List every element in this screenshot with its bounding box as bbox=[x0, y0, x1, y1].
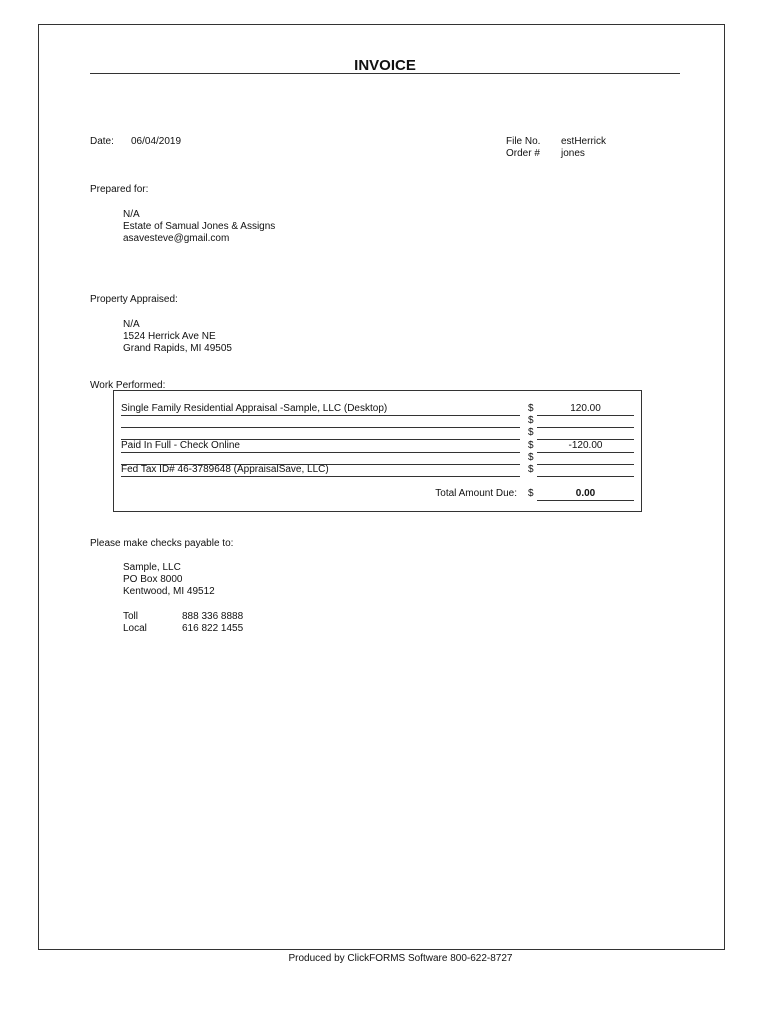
work-row-amount bbox=[537, 464, 634, 477]
file-no-label: File No. bbox=[506, 136, 541, 147]
total-amount-label: Total Amount Due: bbox=[435, 488, 517, 499]
property-line: 1524 Herrick Ave NE bbox=[123, 331, 216, 342]
date-label: Date: bbox=[90, 136, 114, 147]
local-phone: 616 822 1455 bbox=[182, 623, 244, 634]
property-line: Grand Rapids, MI 49505 bbox=[123, 343, 232, 354]
work-performed-label: Work Performed: bbox=[90, 380, 166, 391]
currency-symbol: $ bbox=[528, 403, 534, 414]
work-row-description: Single Family Residential Appraisal -Sample, LLC (Desktop) bbox=[121, 403, 520, 416]
prepared-for-line: N/A bbox=[123, 209, 140, 220]
order-label: Order # bbox=[506, 148, 540, 159]
prepared-for-email: asavesteve@gmail.com bbox=[123, 233, 230, 244]
prepared-for-block bbox=[123, 209, 275, 245]
invoice-title: INVOICE bbox=[354, 57, 416, 74]
payable-line: Sample, LLC bbox=[123, 562, 181, 573]
payable-line: PO Box 8000 bbox=[123, 574, 183, 585]
payable-line: Kentwood, MI 49512 bbox=[123, 586, 215, 597]
toll-phone: 888 336 8888 bbox=[182, 611, 244, 622]
currency-symbol: $ bbox=[528, 440, 534, 451]
currency-symbol: $ bbox=[528, 452, 534, 463]
total-amount-value: 0.00 bbox=[537, 488, 634, 501]
work-row-amount bbox=[537, 427, 634, 440]
work-row-amount: -120.00 bbox=[537, 440, 634, 453]
currency-symbol: $ bbox=[528, 415, 534, 426]
title-rule bbox=[90, 73, 680, 74]
currency-symbol: $ bbox=[528, 427, 534, 438]
work-row-description: Fed Tax ID# 46-3789648 (AppraisalSave, LLC) bbox=[121, 464, 520, 477]
work-row-amount: 120.00 bbox=[537, 403, 634, 416]
work-row-description: Paid In Full - Check Online bbox=[121, 440, 520, 453]
payable-block bbox=[123, 562, 215, 598]
order-value: jones bbox=[561, 148, 585, 159]
footer-text: Produced by ClickFORMS Software 800-622-8727 bbox=[288, 953, 513, 964]
work-row-description bbox=[121, 427, 520, 440]
date-value: 06/04/2019 bbox=[131, 136, 182, 147]
file-no-value: estHerrick bbox=[561, 136, 607, 147]
property-block bbox=[123, 319, 232, 355]
prepared-for-label: Prepared for: bbox=[90, 184, 149, 195]
currency-symbol: $ bbox=[528, 488, 534, 499]
prepared-for-line: Estate of Samual Jones & Assigns bbox=[123, 221, 276, 232]
currency-symbol: $ bbox=[528, 464, 534, 475]
toll-label: Toll bbox=[123, 611, 139, 622]
property-line: N/A bbox=[123, 319, 140, 330]
property-label: Property Appraised: bbox=[90, 294, 178, 305]
local-label: Local bbox=[123, 623, 147, 634]
payable-label: Please make checks payable to: bbox=[90, 538, 234, 549]
